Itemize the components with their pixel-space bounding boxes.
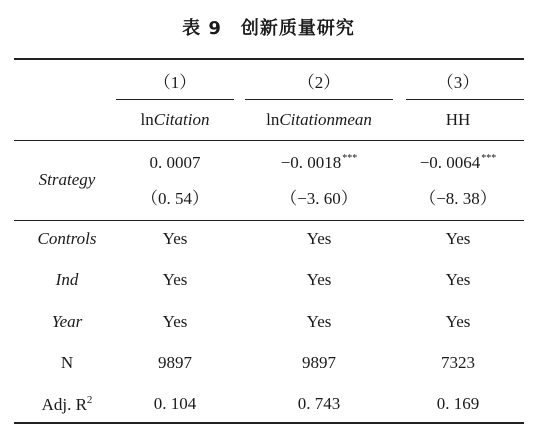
strategy-coef-1-value: 0. 0007 xyxy=(149,153,201,172)
significance-stars-3: *** xyxy=(481,153,497,164)
strategy-tstat-2: （−3. 60） xyxy=(280,189,358,208)
col-1-underline xyxy=(116,99,234,100)
strategy-tstat-3: （−8. 38） xyxy=(419,189,497,208)
table-title: 表 9 创新质量研究 xyxy=(182,18,355,39)
table-cell: 9897 xyxy=(158,353,192,372)
dependent-var-2-text: lnCitationmean xyxy=(266,110,372,129)
strategy-coef-2-value: −0. 0018 xyxy=(280,153,342,172)
col-number-3: （3） xyxy=(436,73,480,92)
table-cell: Yes xyxy=(162,270,188,289)
strategy-tstat-1: （0. 54） xyxy=(141,189,209,208)
strategy-coef-3 xyxy=(392,153,524,173)
dependent-var-2 xyxy=(245,110,393,130)
table-cell: 0. 169 xyxy=(436,394,480,413)
dependent-var-3: HH xyxy=(445,110,471,129)
row-label-year: Year xyxy=(51,312,83,331)
table-cell: Yes xyxy=(306,312,332,331)
col-2-underline xyxy=(245,99,393,100)
adj-r2-superscript: 2 xyxy=(86,394,93,406)
row-label-ind: Ind xyxy=(55,270,79,289)
col-number-2: （2） xyxy=(297,73,341,92)
significance-stars-2: *** xyxy=(342,153,358,164)
strategy-coef-3-value: −0. 0064 xyxy=(419,153,481,172)
table-cell: 0. 743 xyxy=(297,394,341,413)
row-label-adj-r2 xyxy=(14,394,120,415)
table-cell: Yes xyxy=(162,229,188,248)
table-cell: Yes xyxy=(306,270,332,289)
body-rule xyxy=(14,220,524,221)
header-rule xyxy=(14,140,524,141)
strategy-coef-1 xyxy=(116,153,234,173)
table-cell: Yes xyxy=(445,270,471,289)
table-cell: Yes xyxy=(162,312,188,331)
strategy-label: Strategy xyxy=(38,170,96,189)
table-cell: 7323 xyxy=(441,353,475,372)
dependent-var-1-text: lnCitation xyxy=(140,110,210,129)
table-cell: 9897 xyxy=(302,353,336,372)
table-cell: Yes xyxy=(445,229,471,248)
row-label-n: N xyxy=(60,353,74,372)
col-3-underline xyxy=(406,99,524,100)
top-rule xyxy=(14,58,524,60)
adj-r2-label: Adj. R xyxy=(41,395,87,414)
table-cell: 0. 104 xyxy=(153,394,197,413)
dependent-var-1 xyxy=(116,110,234,130)
col-number-1: （1） xyxy=(153,73,197,92)
bottom-rule xyxy=(14,422,524,424)
strategy-coef-2 xyxy=(245,153,393,173)
table-cell: Yes xyxy=(306,229,332,248)
table-cell: Yes xyxy=(445,312,471,331)
row-label-controls: Controls xyxy=(37,229,97,248)
